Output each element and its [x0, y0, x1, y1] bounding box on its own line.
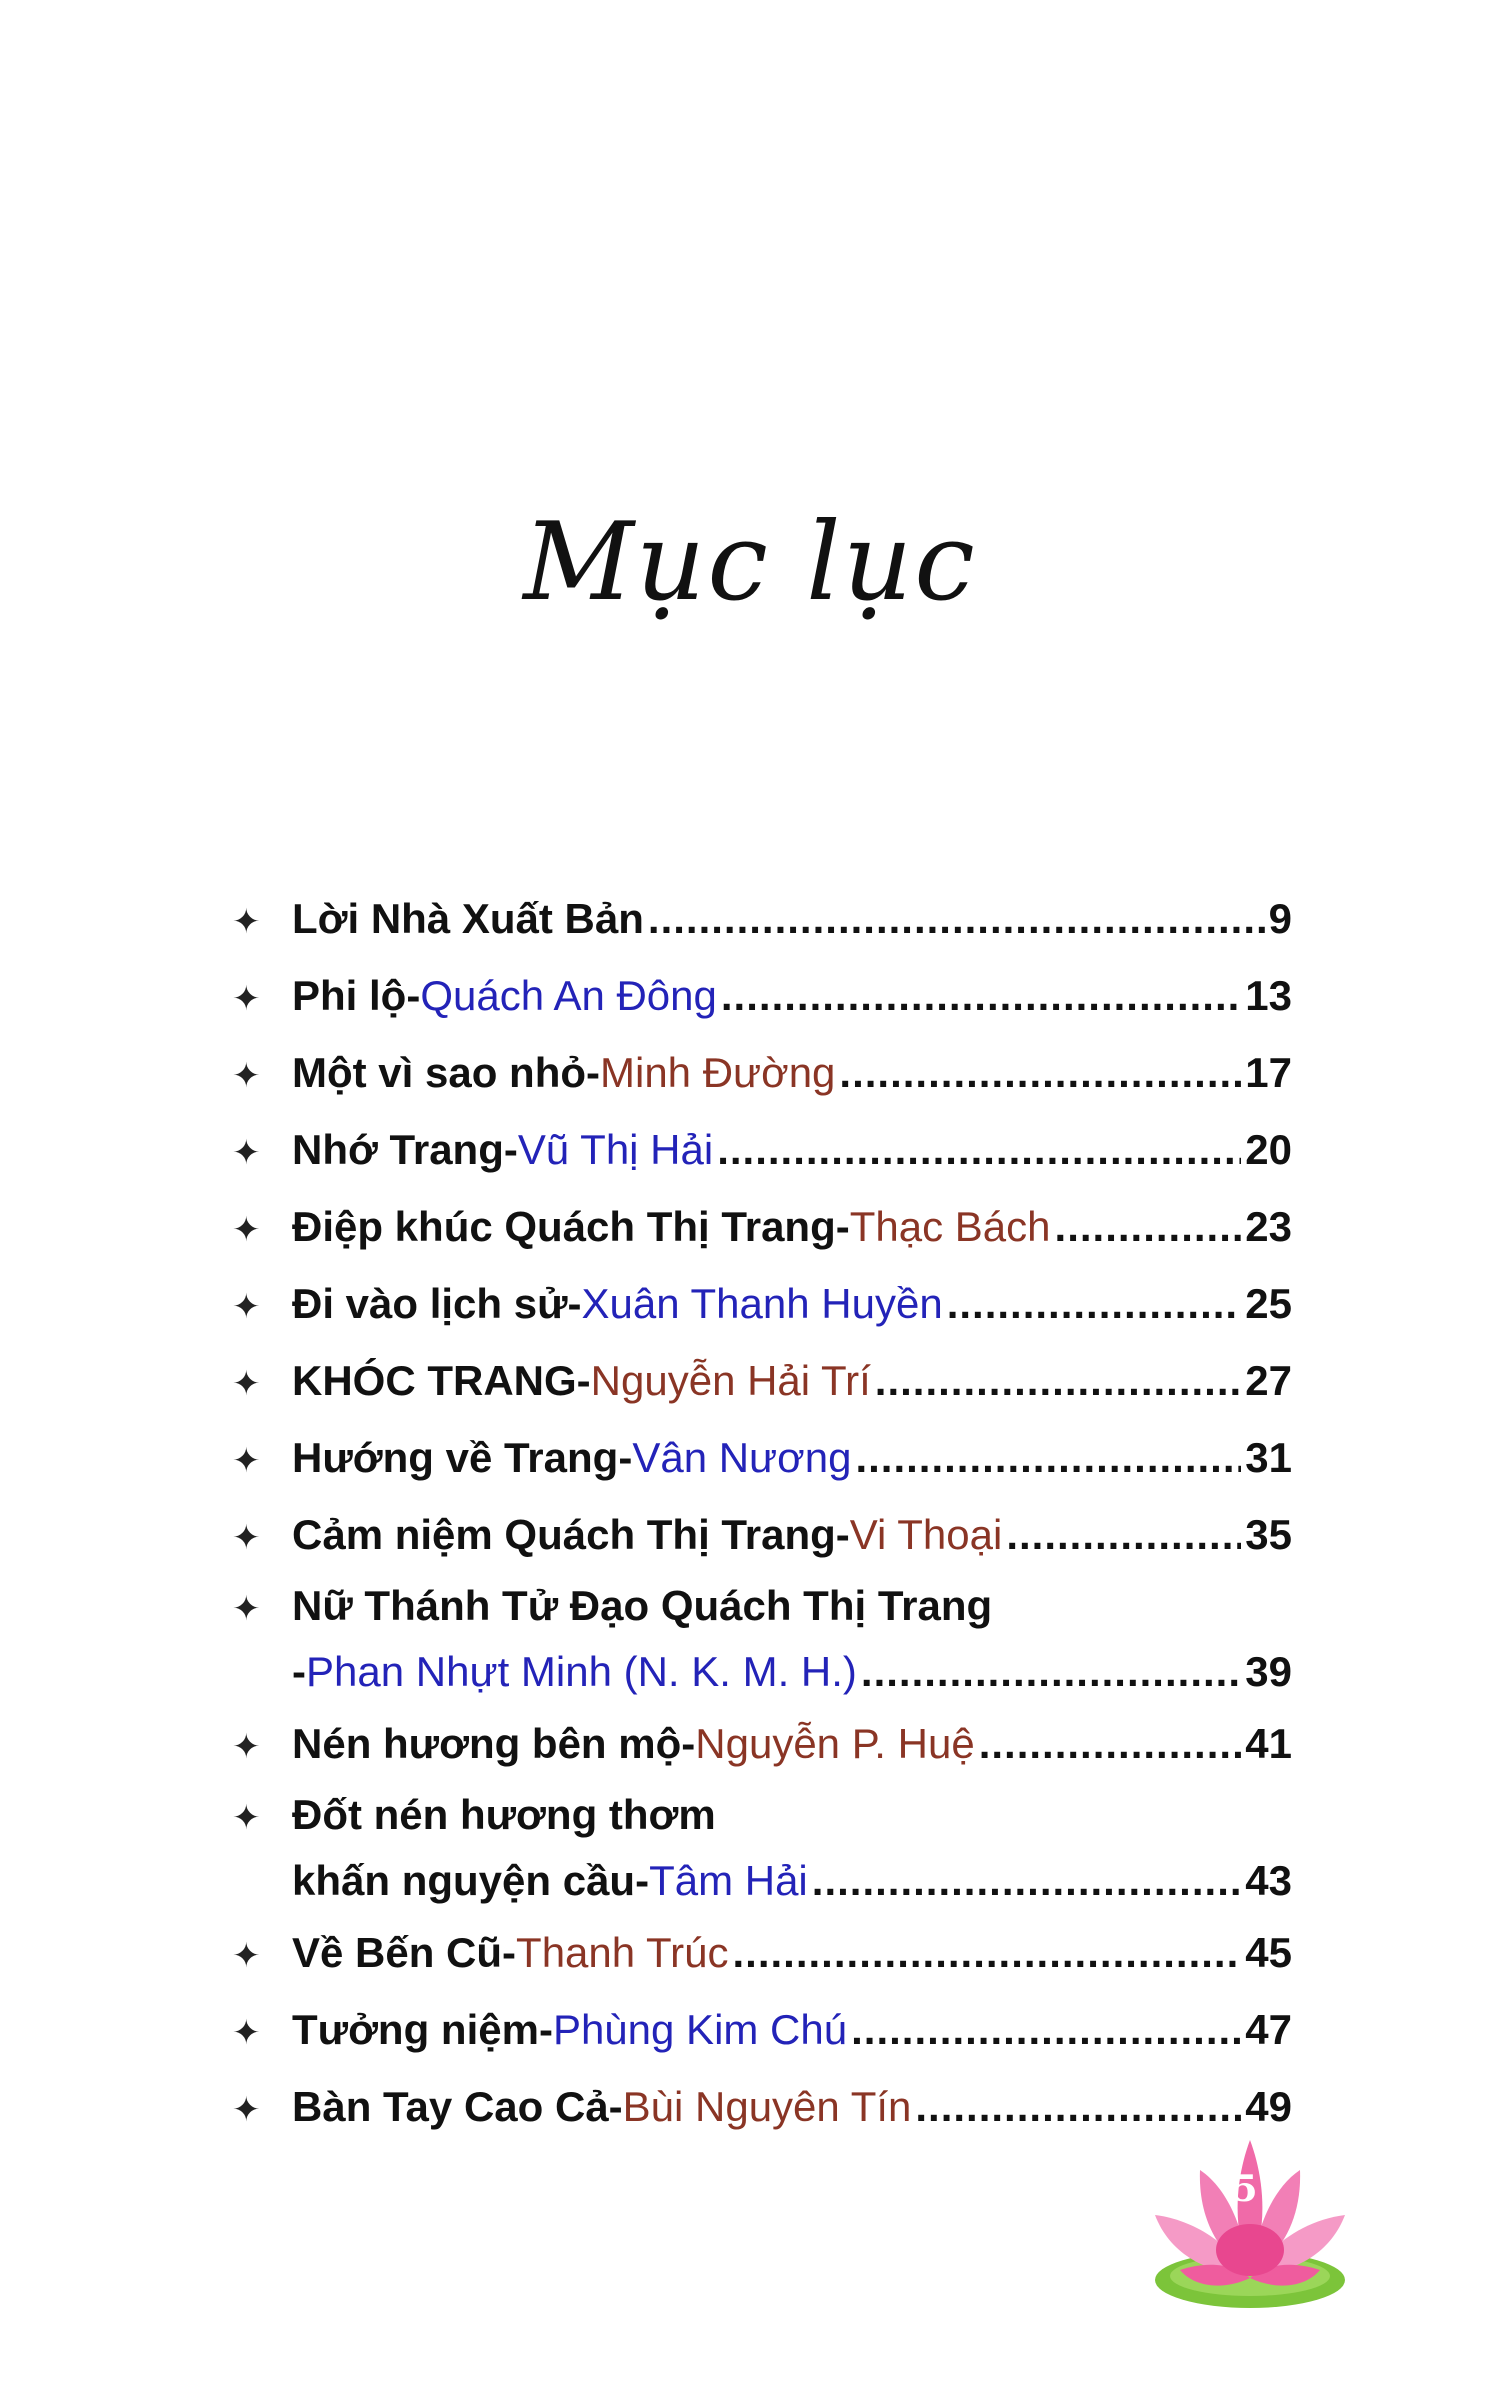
entry-separator: - — [538, 2006, 553, 2053]
star-bullet-icon: ✦ — [232, 1441, 261, 1481]
dot-leader — [648, 880, 1265, 957]
entry-title: Cảm niệm Quách Thị Trang — [292, 1511, 836, 1558]
dot-leader — [947, 1265, 1242, 1342]
entry-separator: - — [292, 1648, 306, 1695]
entry-separator: - — [835, 1203, 850, 1250]
dot-leader — [721, 957, 1241, 1034]
dot-leader — [839, 1034, 1241, 1111]
star-bullet-icon: ✦ — [232, 1364, 261, 1404]
toc-entry[interactable] — [232, 1573, 1292, 1705]
entry-title: Đốt nén hương thơm — [292, 1791, 716, 1838]
toc-entry[interactable] — [232, 957, 1292, 1034]
entry-author: Thạc Bách — [849, 1203, 1051, 1250]
dot-leader — [851, 1991, 1241, 2068]
entry-page: 17 — [1245, 1049, 1292, 1096]
entry-page: 43 — [1245, 1857, 1292, 1904]
dot-leader — [861, 1639, 1241, 1705]
toc-entry[interactable] — [232, 880, 1292, 957]
entry-title: KHÓC TRANG — [292, 1357, 577, 1404]
entry-author: Phùng Kim Chú — [552, 2006, 848, 2053]
entry-author: Xuân Thanh Huyền — [581, 1280, 943, 1327]
entry-page: 31 — [1245, 1434, 1292, 1481]
entry-title: Tưởng niệm — [292, 2006, 539, 2053]
entry-separator: - — [406, 972, 421, 1019]
dot-leader — [717, 1111, 1241, 1188]
star-bullet-icon: ✦ — [232, 1056, 261, 1096]
entry-author: Vân Nương — [632, 1434, 852, 1481]
entry-separator: - — [567, 1280, 582, 1327]
star-bullet-icon: ✦ — [232, 1798, 261, 1838]
toc-entry[interactable] — [232, 1034, 1292, 1111]
toc-entry[interactable] — [232, 1342, 1292, 1419]
toc-entry[interactable] — [232, 2068, 1292, 2145]
star-bullet-icon: ✦ — [232, 1589, 261, 1629]
entry-author: Minh Đường — [600, 1049, 836, 1096]
entry-page: 41 — [1245, 1720, 1292, 1767]
entry-title: Nhớ Trang — [292, 1126, 504, 1173]
star-bullet-icon: ✦ — [232, 2090, 261, 2130]
star-bullet-icon: ✦ — [232, 1210, 261, 1250]
star-bullet-icon: ✦ — [232, 2013, 261, 2053]
toc-entry[interactable] — [232, 1188, 1292, 1265]
entry-author: Nguyễn P. Huệ — [695, 1720, 975, 1767]
entry-title: Nén hương bên mộ — [292, 1720, 682, 1767]
star-bullet-icon: ✦ — [232, 1133, 261, 1173]
entry-author: Tâm Hải — [649, 1857, 808, 1904]
entry-author: Vi Thoại — [849, 1511, 1003, 1558]
entry-page: 45 — [1245, 1929, 1292, 1976]
dot-leader — [812, 1848, 1242, 1914]
entry-author: Vũ Thị Hải — [517, 1126, 714, 1173]
entry-separator: - — [586, 1049, 600, 1096]
entry-page: 20 — [1245, 1126, 1292, 1173]
toc-entry[interactable] — [232, 1265, 1292, 1342]
lotus-flower-icon — [1140, 2120, 1360, 2320]
star-bullet-icon: ✦ — [232, 1287, 261, 1327]
table-of-contents — [232, 880, 1292, 2145]
entry-title: Hướng về Trang — [292, 1434, 619, 1481]
dot-leader — [855, 1419, 1241, 1496]
entry-title: Lời Nhà Xuất Bản — [292, 895, 644, 942]
toc-entry[interactable] — [232, 1419, 1292, 1496]
entry-separator: - — [576, 1357, 591, 1404]
entry-page: 13 — [1245, 972, 1292, 1019]
entry-page: 27 — [1245, 1357, 1292, 1404]
entry-separator: - — [635, 1857, 650, 1904]
entry-page: 25 — [1245, 1280, 1292, 1327]
entry-author: Bùi Nguyên Tín — [622, 2083, 912, 2130]
dot-leader — [1006, 1496, 1241, 1573]
toc-entry[interactable] — [232, 1991, 1292, 2068]
star-bullet-icon: ✦ — [232, 902, 261, 942]
dot-leader — [733, 1914, 1242, 1991]
dot-leader — [979, 1705, 1242, 1782]
entry-author: Phan Nhựt Minh (N. K. M. H.) — [306, 1648, 857, 1695]
entry-author: Nguyễn Hải Trí — [590, 1357, 871, 1404]
page-number: 5 — [1232, 2168, 1258, 2210]
entry-separator: - — [502, 1929, 517, 1976]
entry-title: Điệp khúc Quách Thị Trang — [292, 1203, 836, 1250]
entry-title: Bàn Tay Cao Cả — [292, 2083, 609, 2130]
toc-entry[interactable] — [232, 1782, 1292, 1914]
star-bullet-icon: ✦ — [232, 1518, 261, 1558]
star-bullet-icon: ✦ — [232, 1727, 261, 1767]
entry-title-continued: khấn nguyện cầu — [292, 1857, 636, 1904]
entry-title: Đi vào lịch sử — [292, 1280, 568, 1327]
dot-leader — [1055, 1188, 1242, 1265]
dot-leader — [875, 1342, 1242, 1419]
star-bullet-icon: ✦ — [232, 979, 261, 1019]
entry-page: 9 — [1268, 895, 1292, 942]
entry-separator: - — [681, 1720, 696, 1767]
entry-separator: - — [503, 1126, 518, 1173]
entry-author: Thanh Trúc — [516, 1929, 729, 1976]
star-bullet-icon: ✦ — [232, 1936, 261, 1976]
entry-title: Phi lộ — [292, 972, 407, 1019]
entry-page: 39 — [1245, 1648, 1292, 1695]
page-title: Mục lục — [523, 500, 977, 625]
toc-entry[interactable] — [232, 1705, 1292, 1782]
entry-page: 23 — [1245, 1203, 1292, 1250]
entry-author: Quách An Đông — [420, 972, 717, 1019]
toc-entry[interactable] — [232, 1914, 1292, 1991]
entry-separator: - — [608, 2083, 623, 2130]
entry-title: Về Bến Cũ — [292, 1929, 503, 1976]
entry-title: Một vì sao nhỏ — [292, 1049, 586, 1096]
entry-separator: - — [618, 1434, 633, 1481]
entry-page: 35 — [1245, 1511, 1292, 1558]
toc-entry[interactable] — [232, 1111, 1292, 1188]
entry-page: 49 — [1245, 2083, 1292, 2130]
toc-entry[interactable] — [232, 1496, 1292, 1573]
entry-page: 47 — [1245, 2006, 1292, 2053]
entry-separator: - — [835, 1511, 850, 1558]
entry-title: Nữ Thánh Tử Đạo Quách Thị Trang — [292, 1582, 993, 1629]
